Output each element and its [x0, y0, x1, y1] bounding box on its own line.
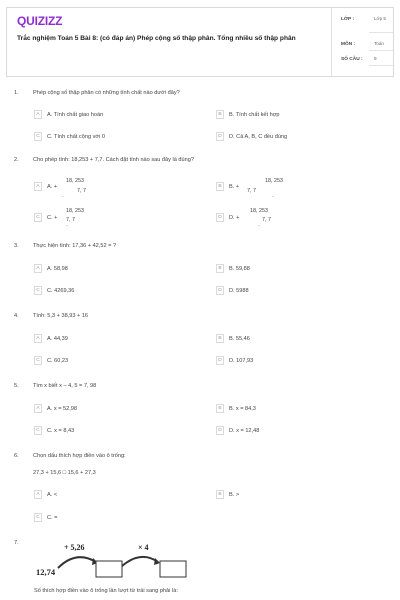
question-count-underline: [369, 65, 393, 66]
option-text: C. =: [47, 514, 58, 521]
question-text: Cho phép tính: 18,253 + 7,7. Cách đặt tính nào sau đây là đúng?: [33, 157, 194, 163]
option-text: B. Tính chất kết hợp: [229, 111, 280, 118]
option-letter-box: D: [216, 356, 224, 365]
option-c[interactable]: [34, 131, 105, 142]
option-text: B. +: [229, 183, 240, 190]
start-number: 12,74: [36, 567, 56, 577]
option-c[interactable]: [34, 355, 68, 366]
question-number: 3.: [14, 243, 19, 249]
option-d[interactable]: [216, 131, 287, 142]
question-number: 2.: [14, 157, 19, 163]
option-letter-box: C: [34, 426, 42, 435]
option-letter-box: A: [34, 404, 42, 413]
question-number: 1.: [14, 90, 19, 96]
option-text: C. 4269,36: [47, 287, 75, 294]
subject-label: MÔN :: [341, 42, 356, 47]
option-letter-box: C: [34, 132, 42, 141]
option-b[interactable]: [216, 489, 239, 500]
option-letter-box: B: [216, 264, 224, 273]
worksheet-header: [6, 7, 394, 77]
option-c[interactable]: [34, 512, 57, 523]
option-text: B. 55,46: [229, 335, 250, 342]
subject-underline: [369, 50, 393, 51]
option-d[interactable]: [216, 355, 253, 366]
question-text: Số thích hợp điền vào ô trống lần lượt từ trái sang phải là:: [34, 588, 178, 594]
grade-value: Lớp 5: [374, 16, 386, 21]
question-count-value: 9: [374, 56, 377, 61]
option-text: A. +: [47, 183, 58, 190]
column-bottom-number: 7, 7: [66, 217, 75, 223]
option-text: A. x = 52,98: [47, 405, 78, 412]
worksheet-title: Trắc nghiệm Toán 5 Bài 8: (có đáp án) Phép cộng số thập phân. Tổng nhiều số thập phân: [17, 35, 296, 42]
question-count-label: SỐ CÂU :: [341, 57, 363, 62]
arrow-curve-1: [58, 557, 96, 568]
arrow-curve-2: [122, 557, 158, 566]
option-letter-box: A: [34, 490, 42, 499]
option-text: B. >: [229, 491, 240, 498]
option-letter-box: C: [34, 513, 42, 522]
option-a[interactable]: [34, 181, 57, 192]
option-letter-box: B: [216, 182, 224, 191]
subject-value: Toán: [374, 41, 384, 46]
arrow-diagram: [34, 540, 194, 580]
option-letter-box: D: [216, 213, 224, 222]
grade-label: LỚP :: [341, 17, 355, 22]
operation-multiply-label: × 4: [138, 543, 149, 552]
option-b[interactable]: [216, 109, 280, 120]
grade-underline: [369, 32, 393, 33]
option-text: D. 107,93: [229, 357, 254, 364]
option-letter-box: B: [216, 110, 224, 119]
option-b[interactable]: [216, 181, 239, 192]
option-letter-box: D: [216, 426, 224, 435]
header-divider: [331, 8, 332, 76]
question-number: 4.: [14, 313, 19, 319]
option-b[interactable]: [216, 333, 250, 344]
option-letter-box: A: [34, 182, 42, 191]
option-text: D. x = 12,48: [229, 427, 260, 434]
option-text: C. +: [47, 214, 58, 221]
option-letter-box: B: [216, 334, 224, 343]
column-line: -: [66, 223, 68, 229]
option-letter-box: A: [34, 334, 42, 343]
option-a[interactable]: [34, 333, 68, 344]
column-top-number: 18, 253: [66, 208, 84, 214]
operation-add-label: + 5,26: [64, 543, 85, 552]
question-number: 7.: [14, 540, 19, 546]
question-subtext: 27,3 + 15,6 □ 15,6 + 27,3: [33, 470, 96, 476]
column-top-number: 18, 253: [66, 178, 84, 184]
column-line: -: [272, 194, 274, 200]
question-number: 5.: [14, 383, 19, 389]
option-letter-box: B: [216, 490, 224, 499]
option-a[interactable]: [34, 489, 57, 500]
option-c[interactable]: [34, 425, 74, 436]
question-text: Chọn dấu thích hợp điền vào ô trống:: [33, 453, 126, 459]
question-number: 6.: [14, 453, 19, 459]
arrow-head-2: [154, 558, 160, 565]
option-a[interactable]: [34, 263, 68, 274]
option-c[interactable]: [34, 285, 74, 296]
option-text: A. 58,98: [47, 265, 68, 272]
question-text: Tính: 5,3 + 38,93 + 16: [33, 313, 89, 319]
option-text: B. 59,88: [229, 265, 250, 272]
column-bottom-number: 7, 7: [77, 188, 86, 194]
question-text: Tìm x biết x – 4, 5 = 7, 98: [33, 383, 97, 389]
option-letter-box: D: [216, 132, 224, 141]
option-b[interactable]: [216, 263, 250, 274]
question-text: Phép cộng số thập phân có những tính chất nào dưới đây?: [33, 90, 180, 96]
option-text: C. 60,23: [47, 357, 69, 364]
option-text: D. 5988: [229, 287, 249, 294]
column-bottom-number: 7, 7: [247, 188, 256, 194]
option-b[interactable]: [216, 403, 256, 414]
option-letter-box: A: [34, 264, 42, 273]
option-letter-box: C: [34, 356, 42, 365]
option-text: A. Tính chất giao hoán: [47, 111, 104, 118]
column-top-number: 18, 253: [250, 208, 268, 214]
option-a[interactable]: [34, 109, 103, 120]
column-bottom-number: 7, 7: [262, 217, 271, 223]
option-text: A. 44,39: [47, 335, 68, 342]
option-letter-box: C: [34, 213, 42, 222]
question-text: Thực hiện tính: 17,36 + 42,52 = ?: [33, 243, 117, 249]
quizizz-logo: QUIZIZZ: [17, 14, 63, 28]
option-letter-box: B: [216, 404, 224, 413]
option-letter-box: C: [34, 286, 42, 295]
option-text: D. Cả A, B, C đều đúng: [229, 133, 288, 140]
option-text: B. x = 84,3: [229, 405, 256, 412]
option-d[interactable]: [216, 212, 239, 223]
column-line: -: [258, 223, 260, 229]
option-text: D. +: [229, 214, 240, 221]
option-d[interactable]: [216, 285, 249, 296]
option-letter-box: D: [216, 286, 224, 295]
option-letter-box: A: [34, 110, 42, 119]
option-text: A. <: [47, 491, 58, 498]
option-c[interactable]: [34, 212, 57, 223]
blank-box-1[interactable]: [96, 561, 122, 577]
blank-box-2[interactable]: [160, 561, 186, 577]
option-text: C. Tính chất cộng với 0: [47, 133, 105, 140]
column-line: -: [62, 194, 64, 200]
option-a[interactable]: [34, 403, 77, 414]
option-d[interactable]: [216, 425, 259, 436]
column-top-number: 18, 253: [265, 178, 283, 184]
option-text: C. x = 8,43: [47, 427, 75, 434]
